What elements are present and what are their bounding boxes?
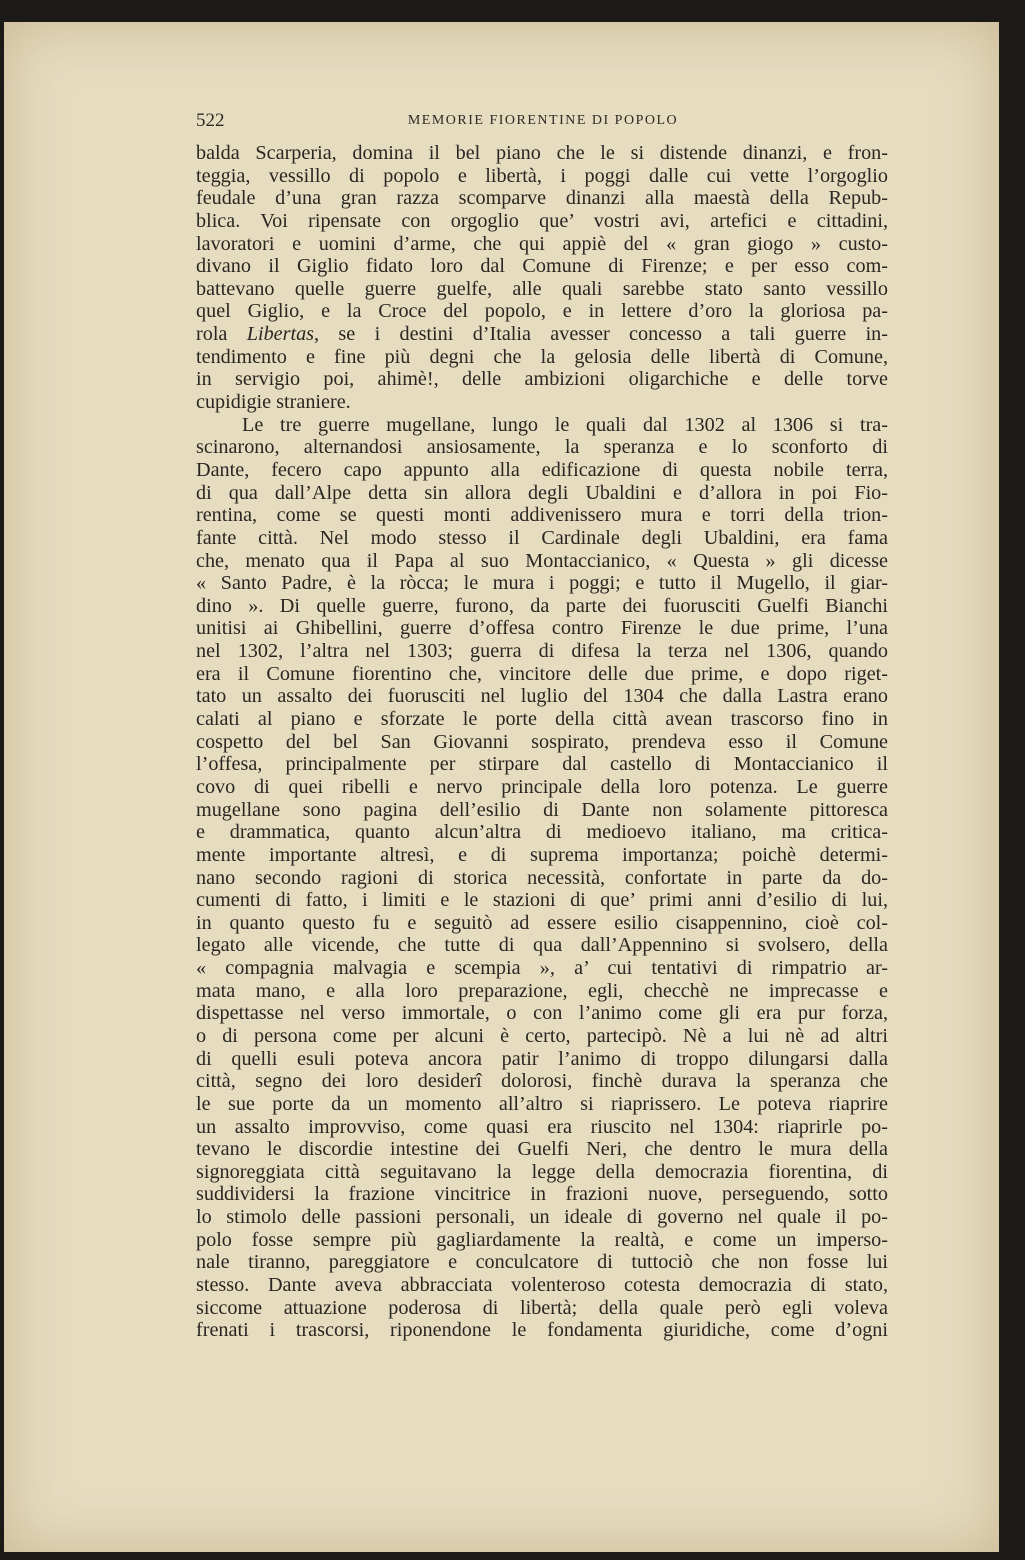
text-line: che, menato qua il Papa al suo Montaccianico, « Questa » gli dicesse — [196, 549, 888, 572]
text-line: divano il Giglio fidato loro dal Comune di Firenze; e per esso com- — [196, 255, 888, 278]
text-line: « compagnia malvagia e scempia », a’ cui tentativi di rimpatrio ar- — [196, 957, 888, 980]
text-line: polo fosse sempre più gagliardamente la realtà, e come un imperso- — [196, 1228, 888, 1251]
text-line: era il Comune fiorentino che, vincitore delle due prime, e dopo riget- — [196, 662, 888, 685]
text-line: scinarono, alternandosi ansiosamente, la speranza e lo sconforto di — [196, 436, 888, 459]
text-line: battevano quelle guerre guelfe, alle quali sarebbe stato santo vessillo — [196, 277, 888, 300]
text-line: mente importante altresì, e di suprema importanza; poichè determi- — [196, 843, 888, 866]
text-line: « Santo Padre, è la ròcca; le mura i poggi; e tutto il Mugello, il giar- — [196, 572, 888, 595]
text-line: unitisi ai Ghibellini, guerre d’offesa contro Firenze le due prime, l’una — [196, 617, 888, 640]
text-line: in servigio poi, ahimè!, delle ambizioni oligarchiche e delle torve — [196, 368, 888, 391]
text-line: dino ». Di quelle guerre, furono, da parte dei fuorusciti Guelfi Bianchi — [196, 594, 888, 617]
text-line: mata mano, e alla loro preparazione, egli, checchè ne imprecasse e — [196, 979, 888, 1002]
text-line: o di persona come per alcuni è certo, partecipò. Nè a lui nè ad altri — [196, 1024, 888, 1047]
text-line: calati al piano e sforzate le porte della città avean trascorso fino in — [196, 708, 888, 731]
text-line: frenati i trascorsi, riponendone le fondamenta giuridiche, come d’ogni — [196, 1319, 888, 1342]
text-line: cumenti di fatto, i limiti e le stazioni di que’ primi anni d’esilio di lui, — [196, 889, 888, 912]
text-line: un assalto improvviso, come quasi era riuscito nel 1304: riaprirle po- — [196, 1115, 888, 1138]
text-line: nale tiranno, pareggiatore e conculcatore di tuttociò che non fosse lui — [196, 1251, 888, 1274]
page-header — [196, 110, 890, 138]
text-line: le sue porte da un momento all’altro si riaprissero. Le poteva riaprire — [196, 1092, 888, 1115]
text-line: signoreggiata città seguitavano la legge della democrazia fiorentina, di — [196, 1160, 888, 1183]
text-line: Dante, fecero capo appunto alla edificazione di questa nobile terra, — [196, 458, 888, 481]
text-line: tendimento e fine più degni che la gelosia delle libertà di Comune, — [196, 345, 888, 368]
text-line: suddividersi la frazione vincitrice in frazioni nuove, perseguendo, sotto — [196, 1183, 888, 1206]
text-line: cupidigie straniere. — [196, 391, 351, 414]
text-line: in quanto questo fu e seguitò ad essere esilio cisappennino, cioè col- — [196, 911, 888, 934]
text-line: l’offesa, principalmente per stirpare dal castello di Montaccianico il — [196, 753, 888, 776]
text-line: stesso. Dante aveva abbracciata volenteroso cotesta democrazia di stato, — [196, 1274, 888, 1297]
body-text — [196, 142, 888, 1342]
page-number: 522 — [196, 110, 225, 131]
italic-word: Libertas — [246, 323, 315, 346]
text-line: lavoratori e uomini d’arme, che qui appiè del « gran giogo » custo- — [196, 232, 888, 255]
text-line: lo stimolo delle passioni personali, un ideale di governo nel quale il po- — [196, 1206, 888, 1229]
text-line: Le tre guerre mugellane, lungo le quali dal 1302 al 1306 si tra- — [242, 413, 888, 436]
text-line: rentina, come se questi monti addivenissero mura e torri della trion- — [196, 504, 888, 527]
text-line: tato un assalto dei fuorusciti nel luglio del 1304 che dalla Lastra erano — [196, 685, 888, 708]
text-line: legato alle vicende, che tutte di qua dall’Appennino si svolsero, della — [196, 934, 888, 957]
text-line: e drammatica, quanto alcun’altra di medioevo italiano, ma critica- — [196, 821, 888, 844]
text-line: nel 1302, l’altra nel 1303; guerra di difesa la terza nel 1306, quando — [196, 640, 888, 663]
text-line: rola Libertas, se i destini d’Italia avesser concesso a tali guerre in- — [196, 323, 888, 346]
text-line: blica. Voi ripensate con orgoglio que’ vostri avi, artefici e cittadini, — [196, 209, 888, 232]
text-line: nano secondo ragioni di storica necessità, confortate in parte da do- — [196, 866, 888, 889]
text-line: teggia, vessillo di popolo e libertà, i poggi dalle cui vette l’orgoglio — [196, 164, 888, 187]
text-line: di quelli esuli poteva ancora patir l’animo di troppo dilungarsi dalla — [196, 1047, 888, 1070]
text-line: quel Giglio, e la Croce del popolo, e in lettere d’oro la gloriosa pa- — [196, 300, 888, 323]
text-line: di qua dall’Alpe detta sin allora degli Ubaldini e d’allora in poi Fio- — [196, 481, 888, 504]
text-line: tevano le discordie intestine dei Guelfi Neri, che dentro le mura della — [196, 1138, 888, 1161]
text-line: cospetto del bel San Giovanni sospirato, prendeva esso il Comune — [196, 730, 888, 753]
text-line: mugellane sono pagina dell’esilio di Dante non solamente pittoresca — [196, 798, 888, 821]
text-line: feudale d’una gran razza scomparve dinanzi alla maestà della Repub- — [196, 187, 888, 210]
text-line: siccome attuazione poderosa di libertà; della quale però egli voleva — [196, 1296, 888, 1319]
text-line: dispettasse nel verso immortale, o con l’animo come gli era pur forza, — [196, 1002, 888, 1025]
text-line: balda Scarperia, domina il bel piano che le si distende dinanzi, e fron- — [196, 142, 888, 164]
text-line: città, segno dei loro desiderî dolorosi, finchè durava la speranza che — [196, 1070, 888, 1093]
text-line: covo di quei ribelli e nervo principale della loro potenza. Le guerre — [196, 775, 888, 798]
running-title: MEMORIE FIORENTINE DI POPOLO — [407, 113, 679, 128]
text-line: fante città. Nel modo stesso il Cardinale degli Ubaldini, era fama — [196, 526, 888, 549]
